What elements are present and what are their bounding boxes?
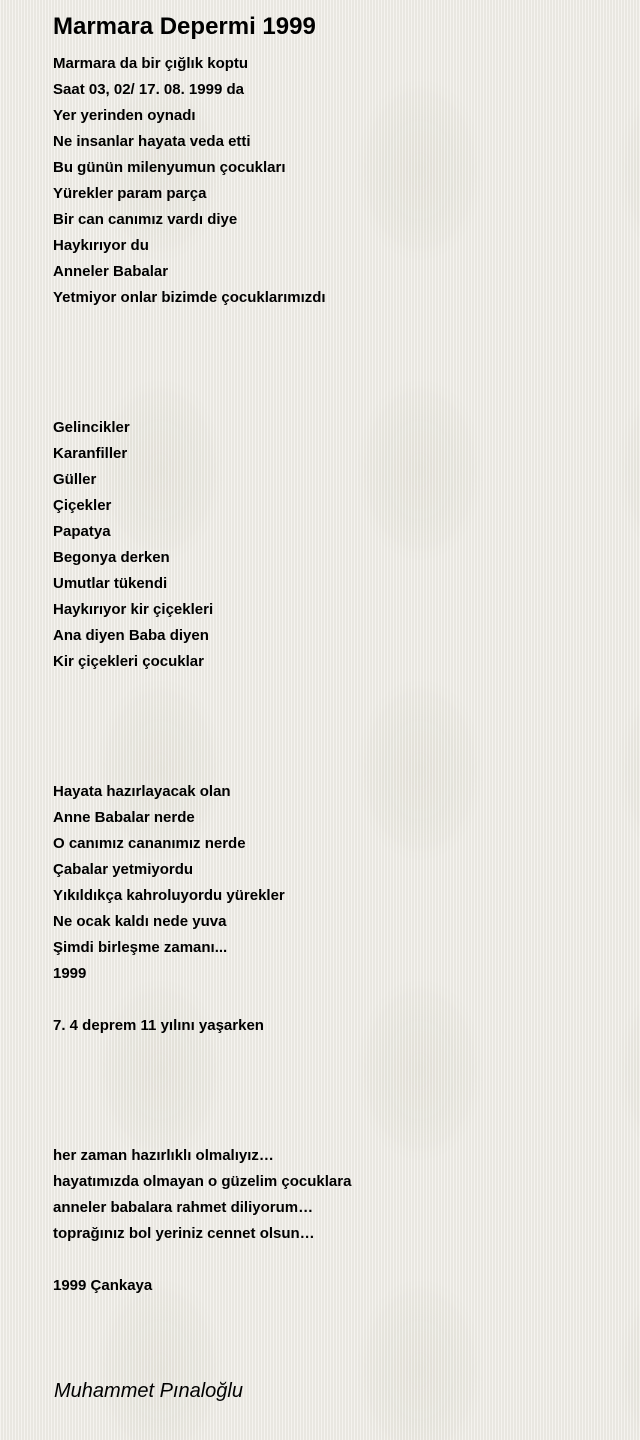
poem-line: Ne ocak kaldı nede yuva bbox=[53, 913, 227, 930]
poem-line: her zaman hazırlıklı olmalıyız… bbox=[53, 1147, 274, 1164]
blank-line bbox=[53, 1117, 613, 1143]
poem-line: Hayata hazırlayacak olan bbox=[53, 783, 231, 800]
blank-line bbox=[53, 389, 613, 415]
poem-line: 7. 4 deprem 11 yılını yaşarken bbox=[53, 1017, 264, 1034]
blank-line bbox=[53, 1247, 613, 1273]
poem-line: Ana diyen Baba diyen bbox=[53, 627, 209, 644]
poem-line: Yer yerinden oynadı bbox=[53, 107, 196, 124]
poem-line: Papatya bbox=[53, 523, 111, 540]
poem-line: Yürekler param parça bbox=[53, 185, 207, 202]
blank-line bbox=[53, 1065, 613, 1091]
blank-line bbox=[53, 337, 613, 363]
blank-line bbox=[53, 727, 613, 753]
poem-line: Yıkıldıkça kahroluyordu yürekler bbox=[53, 887, 285, 904]
blank-line bbox=[53, 1039, 613, 1065]
poem-line: Anne Babalar nerde bbox=[53, 809, 195, 826]
poem-line: Gelincikler bbox=[53, 419, 130, 436]
poem-line: Haykırıyor du bbox=[53, 237, 149, 254]
poem-line: 1999 Çankaya bbox=[53, 1277, 153, 1294]
poem-line: anneler babalara rahmet diliyorum… bbox=[53, 1199, 314, 1216]
poem-line: hayatımızda olmayan o güzelim çocuklara bbox=[53, 1173, 352, 1190]
poem-line: Saat 03, 02/ 17. 08. 1999 da bbox=[53, 81, 244, 98]
blank-line bbox=[53, 363, 613, 389]
blank-line bbox=[53, 701, 613, 727]
poem-line: Güller bbox=[53, 471, 97, 488]
poem-line: Marmara da bir çığlık koptu bbox=[53, 55, 249, 72]
poem-line: toprağınız bol yeriniz cennet olsun… bbox=[53, 1225, 315, 1242]
poem-line: Karanfiller bbox=[53, 445, 128, 462]
poem-line: Şimdi birleşme zamanı... bbox=[53, 939, 228, 956]
poem-line: Yetmiyor onlar bizimde çocuklarımızdı bbox=[53, 289, 326, 306]
poem-line: Anneler Babalar bbox=[53, 263, 169, 280]
poem-line: Haykırıyor kir çiçekleri bbox=[53, 601, 214, 618]
poem-line: Bu günün milenyumun çocukları bbox=[53, 159, 286, 176]
blank-line bbox=[53, 1091, 613, 1117]
blank-line bbox=[53, 675, 613, 701]
blank-line bbox=[53, 987, 613, 1013]
poem-line: Ne insanlar hayata veda etti bbox=[53, 133, 251, 150]
poem-line: Kir çiçekleri çocuklar bbox=[53, 653, 204, 670]
poem-line: Çiçekler bbox=[53, 497, 112, 514]
poem-title: Marmara Depermi 1999 bbox=[53, 13, 316, 40]
blank-line bbox=[53, 753, 613, 779]
poem-line: O canımız cananımız nerde bbox=[53, 835, 246, 852]
poem-line: Çabalar yetmiyordu bbox=[53, 861, 194, 878]
poem-line: Begonya derken bbox=[53, 549, 170, 566]
poem-line: Bir can canımız vardı diye bbox=[53, 211, 238, 228]
poem-body bbox=[53, 51, 613, 1299]
poem-line: Umutlar tükendi bbox=[53, 575, 168, 592]
poem-line: 1999 bbox=[53, 965, 87, 982]
blank-line bbox=[53, 311, 613, 337]
author-name: Muhammet Pınaloğlu bbox=[54, 1380, 243, 1402]
